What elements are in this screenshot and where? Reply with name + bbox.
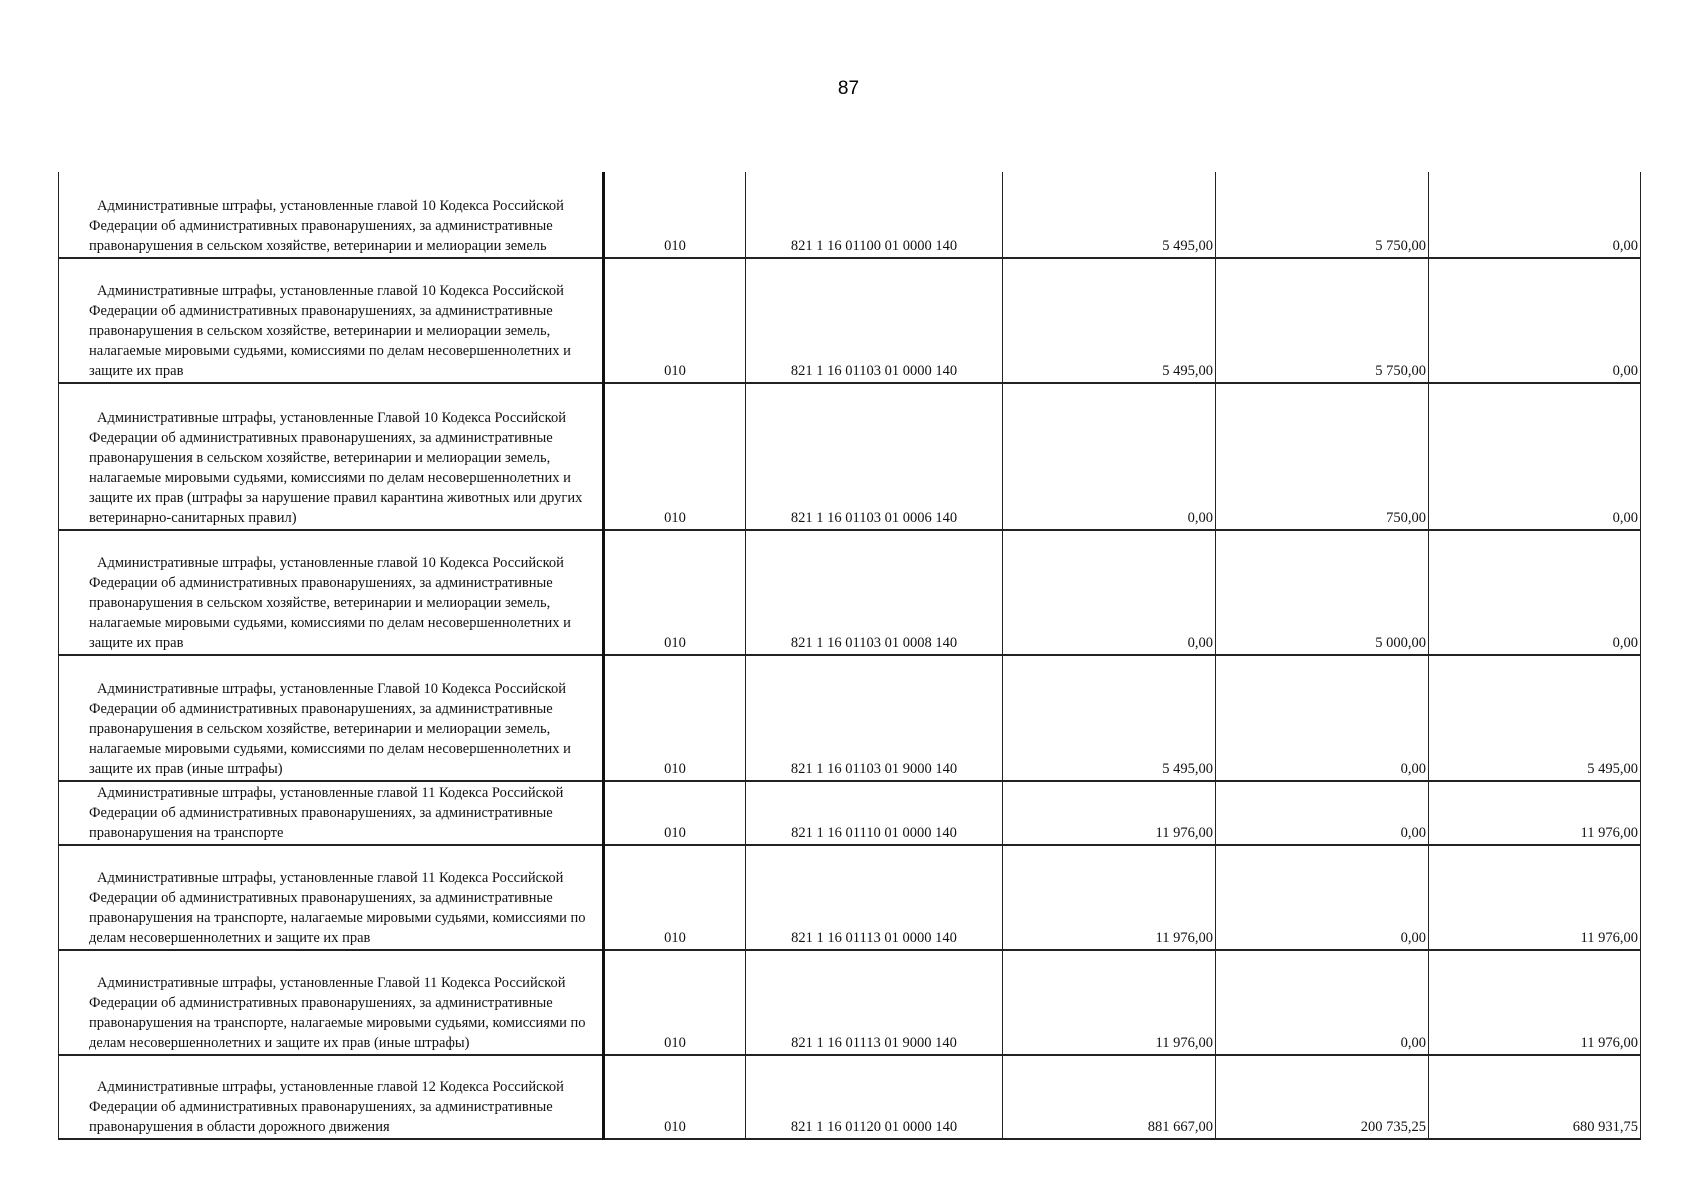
row-value-2: 0,00 bbox=[1216, 950, 1429, 1055]
row-value-3: 0,00 bbox=[1429, 383, 1641, 530]
row-description: Административные штрафы, установленные Главой 10 Кодекса Российской Федерации об административных правонарушениях, за административные правонарушения в сельском хозяйстве, ветеринарии и мелиорации земель, налагаемые мировыми судьями, комиссиями по делам несовершеннолетних и защите их прав (иные штрафы) bbox=[59, 655, 604, 781]
row-line-code: 010 bbox=[604, 950, 746, 1055]
row-description: Административные штрафы, установленные главой 12 Кодекса Российской Федерации об административных правонарушениях, за административные правонарушения в области дорожного движения bbox=[59, 1055, 604, 1139]
report-table bbox=[58, 172, 1641, 1140]
row-line-code: 010 bbox=[604, 172, 746, 258]
row-budget-code: 821 1 16 01100 01 0000 140 bbox=[746, 172, 1003, 258]
row-value-1: 0,00 bbox=[1003, 530, 1216, 655]
row-description: Административные штрафы, установленные главой 10 Кодекса Российской Федерации об административных правонарушениях, за административные правонарушения в сельском хозяйстве, ветеринарии и мелиорации земель, налагаемые мировыми судьями, комиссиями по делам несовершеннолетних и защите их прав bbox=[59, 258, 604, 383]
table-row bbox=[59, 172, 1641, 258]
row-value-1: 5 495,00 bbox=[1003, 258, 1216, 383]
row-value-1: 5 495,00 bbox=[1003, 172, 1216, 258]
row-line-code: 010 bbox=[604, 530, 746, 655]
row-line-code: 010 bbox=[604, 655, 746, 781]
row-value-2: 200 735,25 bbox=[1216, 1055, 1429, 1139]
row-budget-code: 821 1 16 01113 01 0000 140 bbox=[746, 845, 1003, 950]
row-line-code: 010 bbox=[604, 845, 746, 950]
row-value-3: 5 495,00 bbox=[1429, 655, 1641, 781]
table-row bbox=[59, 1055, 1641, 1139]
row-value-3: 11 976,00 bbox=[1429, 950, 1641, 1055]
page-number: 87 bbox=[837, 78, 860, 99]
row-value-3: 0,00 bbox=[1429, 172, 1641, 258]
row-value-1: 11 976,00 bbox=[1003, 845, 1216, 950]
row-value-3: 11 976,00 bbox=[1429, 781, 1641, 845]
row-value-3: 0,00 bbox=[1429, 530, 1641, 655]
row-budget-code: 821 1 16 01103 01 9000 140 bbox=[746, 655, 1003, 781]
row-value-2: 0,00 bbox=[1216, 655, 1429, 781]
row-value-3: 11 976,00 bbox=[1429, 845, 1641, 950]
row-description: Административные штрафы, установленные главой 10 Кодекса Российской Федерации об административных правонарушениях, за административные правонарушения в сельском хозяйстве, ветеринарии и мелиорации земель bbox=[59, 172, 604, 258]
row-description: Административные штрафы, установленные главой 11 Кодекса Российской Федерации об административных правонарушениях, за административные правонарушения на транспорте, налагаемые мировыми судьями, комиссиями по делам несовершеннолетних и защите их прав bbox=[59, 845, 604, 950]
row-value-2: 750,00 bbox=[1216, 383, 1429, 530]
row-budget-code: 821 1 16 01113 01 9000 140 bbox=[746, 950, 1003, 1055]
row-description: Административные штрафы, установленные главой 11 Кодекса Российской Федерации об административных правонарушениях, за административные правонарушения на транспорте bbox=[59, 781, 604, 845]
table-row bbox=[59, 950, 1641, 1055]
row-budget-code: 821 1 16 01103 01 0008 140 bbox=[746, 530, 1003, 655]
row-budget-code: 821 1 16 01110 01 0000 140 bbox=[746, 781, 1003, 845]
row-value-2: 0,00 bbox=[1216, 781, 1429, 845]
table-row bbox=[59, 655, 1641, 781]
row-line-code: 010 bbox=[604, 383, 746, 530]
row-value-1: 5 495,00 bbox=[1003, 655, 1216, 781]
row-budget-code: 821 1 16 01103 01 0006 140 bbox=[746, 383, 1003, 530]
row-line-code: 010 bbox=[604, 781, 746, 845]
row-line-code: 010 bbox=[604, 258, 746, 383]
row-value-2: 0,00 bbox=[1216, 845, 1429, 950]
table-row bbox=[59, 530, 1641, 655]
row-value-2: 5 750,00 bbox=[1216, 258, 1429, 383]
row-description: Административные штрафы, установленные главой 10 Кодекса Российской Федерации об административных правонарушениях, за административные правонарушения в сельском хозяйстве, ветеринарии и мелиорации земель, налагаемые мировыми судьями, комиссиями по делам несовершеннолетних и защите их прав bbox=[59, 530, 604, 655]
row-value-3: 680 931,75 bbox=[1429, 1055, 1641, 1139]
row-line-code: 010 bbox=[604, 1055, 746, 1139]
row-budget-code: 821 1 16 01120 01 0000 140 bbox=[746, 1055, 1003, 1139]
row-description: Административные штрафы, установленные Главой 10 Кодекса Российской Федерации об административных правонарушениях, за административные правонарушения в сельском хозяйстве, ветеринарии и мелиорации земель, налагаемые мировыми судьями, комиссиями по делам несовершеннолетних и защите их прав (штрафы за нарушение правил карантина животных или других ветеринарно-санитарных правил) bbox=[59, 383, 604, 530]
row-value-1: 0,00 bbox=[1003, 383, 1216, 530]
table-row bbox=[59, 258, 1641, 383]
row-value-1: 881 667,00 bbox=[1003, 1055, 1216, 1139]
row-value-2: 5 000,00 bbox=[1216, 530, 1429, 655]
row-value-1: 11 976,00 bbox=[1003, 781, 1216, 845]
table-row bbox=[59, 383, 1641, 530]
row-value-3: 0,00 bbox=[1429, 258, 1641, 383]
row-budget-code: 821 1 16 01103 01 0000 140 bbox=[746, 258, 1003, 383]
row-value-2: 5 750,00 bbox=[1216, 172, 1429, 258]
row-description: Административные штрафы, установленные Главой 11 Кодекса Российской Федерации об административных правонарушениях, за административные правонарушения на транспорте, налагаемые мировыми судьями, комиссиями по делам несовершеннолетних и защите их прав (иные штрафы) bbox=[59, 950, 604, 1055]
row-value-1: 11 976,00 bbox=[1003, 950, 1216, 1055]
table-row bbox=[59, 781, 1641, 845]
table-row bbox=[59, 845, 1641, 950]
